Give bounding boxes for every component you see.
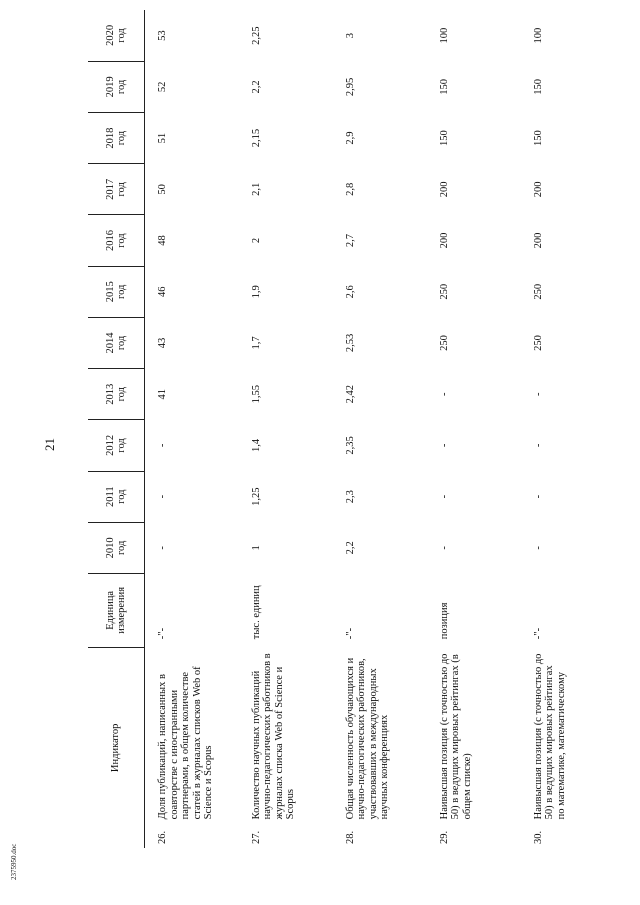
value-cell: - [532,494,544,499]
value-cell: - [157,494,168,499]
year-header: 2018 год [88,113,145,164]
value-cell: 2,1 [250,182,262,196]
value-cell: 2,35 [344,436,356,455]
row-number: 28. [344,830,356,844]
value-cell: - [438,494,450,499]
value-cell: 250 [532,283,544,300]
row-number: 26. [157,830,168,844]
value-cell: - [157,546,168,550]
value-cell: - [438,443,450,448]
value-cell: 1,55 [250,385,262,404]
value-cell: 1 [250,545,262,551]
value-cell: 2,2 [344,541,356,555]
unit-cell: -"- [344,627,356,640]
value-cell: 52 [157,81,168,93]
value-cell: - [532,546,544,550]
value-cell: 2,53 [344,333,356,353]
indicator-header: Индикатор [88,647,145,848]
value-cell: 1,9 [250,285,262,299]
value-cell: 150 [532,79,544,95]
year-header: 2016 год [88,215,145,266]
value-cell: - [438,546,450,550]
indicator-cell: Общая численность обучающихся и научно-педагогических работников, участвовавших в международных научных конференциях [344,657,391,820]
value-cell: 2 [250,237,262,244]
value-cell: 250 [532,335,544,351]
value-cell: 100 [438,27,450,44]
year-header: 2011 год [88,471,145,522]
year-header: 2017 год [88,164,145,215]
unit-cell: позиция [438,602,450,640]
value-cell: 200 [532,232,544,249]
year-header: 2012 год [88,420,145,471]
value-cell: 2,8 [344,182,356,196]
value-cell: 150 [438,130,450,146]
value-cell: 2,9 [344,131,356,145]
value-cell: 46 [157,286,168,298]
indicator-cell: Доля публикаций, написанных в соавторстве с иностранными партнерами, в общем количестве статей в журналах списков Web of Science и Scopus [157,666,215,820]
year-header: 2019 год [88,61,145,112]
value-cell: 2,6 [344,285,356,299]
value-cell: 48 [157,235,168,246]
value-cell: 3 [344,33,356,39]
value-cell: 200 [532,181,544,198]
rotated-page-content [88,10,620,848]
row-number: 27. [250,830,262,844]
table-header-row [88,10,145,848]
value-cell: 2,25 [250,26,262,45]
year-header: 2020 год [88,10,145,61]
value-cell: 1,4 [250,438,262,452]
table-row [333,10,427,848]
value-cell: 2,42 [344,385,356,404]
value-cell: 2,15 [250,128,262,148]
value-cell: 2,2 [250,80,262,94]
value-cell: - [438,392,450,396]
year-header: 2015 год [88,266,145,317]
value-cell: 250 [438,283,450,300]
value-cell: 50 [157,184,168,195]
year-header: 2013 год [88,369,145,420]
row-number: 29. [438,830,450,844]
value-cell: 53 [157,30,168,41]
value-cell: - [532,443,544,448]
value-cell: - [532,392,544,396]
unit-header: Единица измерения [88,573,145,647]
value-cell: - [157,443,168,448]
year-header: 2010 год [88,522,145,573]
unit-cell: тыс. единиц [250,585,262,640]
value-cell: 150 [532,130,544,146]
row-number: 30. [532,830,544,844]
table-row [239,10,333,848]
value-cell: 2,3 [344,490,356,504]
table-row [521,10,615,848]
indicators-table [88,10,615,848]
value-cell: 43 [157,337,168,349]
indicator-cell: Наивысшая позиция (с точностью до 50) в ведущих мировых рейтингах по математике, математическому [532,653,567,820]
value-cell: 250 [438,335,450,351]
table-row [145,10,239,848]
table-row [427,10,521,848]
value-cell: 200 [438,232,450,249]
value-cell: 200 [438,181,450,198]
value-cell: 100 [532,27,544,44]
value-cell: 51 [157,132,168,144]
value-cell: 1,7 [250,336,262,350]
year-header: 2014 год [88,317,145,368]
value-cell: 2,7 [344,233,356,248]
unit-cell: -"- [532,627,544,640]
page-number: 21 [42,438,57,451]
indicator-cell: Количество научных публикаций научно-педагогических работников в журналах списка Web of Science и Scopus [250,653,297,820]
value-cell: 150 [438,79,450,95]
indicator-cell: Наивысшая позиция (с точностью до 50) в ведущих мировых рейтингах (в общем списке) [438,653,473,820]
file-name-footer: 2375950.doc [10,843,18,880]
value-cell: 1,25 [250,487,262,506]
value-cell: 2,95 [344,77,356,97]
unit-cell: -"- [157,627,168,640]
value-cell: 41 [157,388,168,400]
